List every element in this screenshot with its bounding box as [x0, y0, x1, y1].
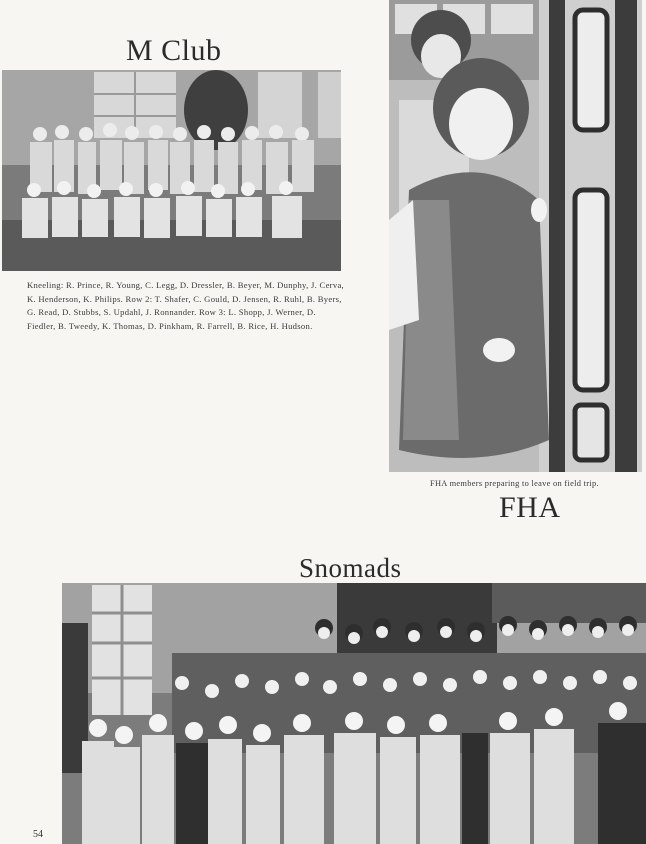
- mclub-caption: Kneeling: R. Prince, R. Young, C. Legg, D. Dressler, B. Beyer, M. Dunphy, J. Cerva, K. Henderson, K. Philips. Row 2: T. Shafer, C. Gould, D. Jensen, R. Ruhl, B. Byers, G. Read, D. Stubbs, S. Updahl, J. Ronnander. Row 3: L. Shopp, J. Werner, D. Fiedler, B. Tweedy, K. Thomas, D. Pinkham, R. Farrell, B. Rice, H. Hudson.: [27, 280, 345, 331]
- snomads-title: Snomads: [299, 553, 402, 583]
- page-number: 54: [33, 829, 43, 840]
- snomads-group-photo: [62, 583, 646, 844]
- mclub-title: M Club: [126, 34, 222, 67]
- fha-title: FHA: [499, 491, 561, 524]
- fha-caption: FHA members preparing to leave on field trip.: [430, 479, 599, 488]
- fha-photo: [389, 0, 642, 472]
- mclub-group-photo: [2, 70, 341, 271]
